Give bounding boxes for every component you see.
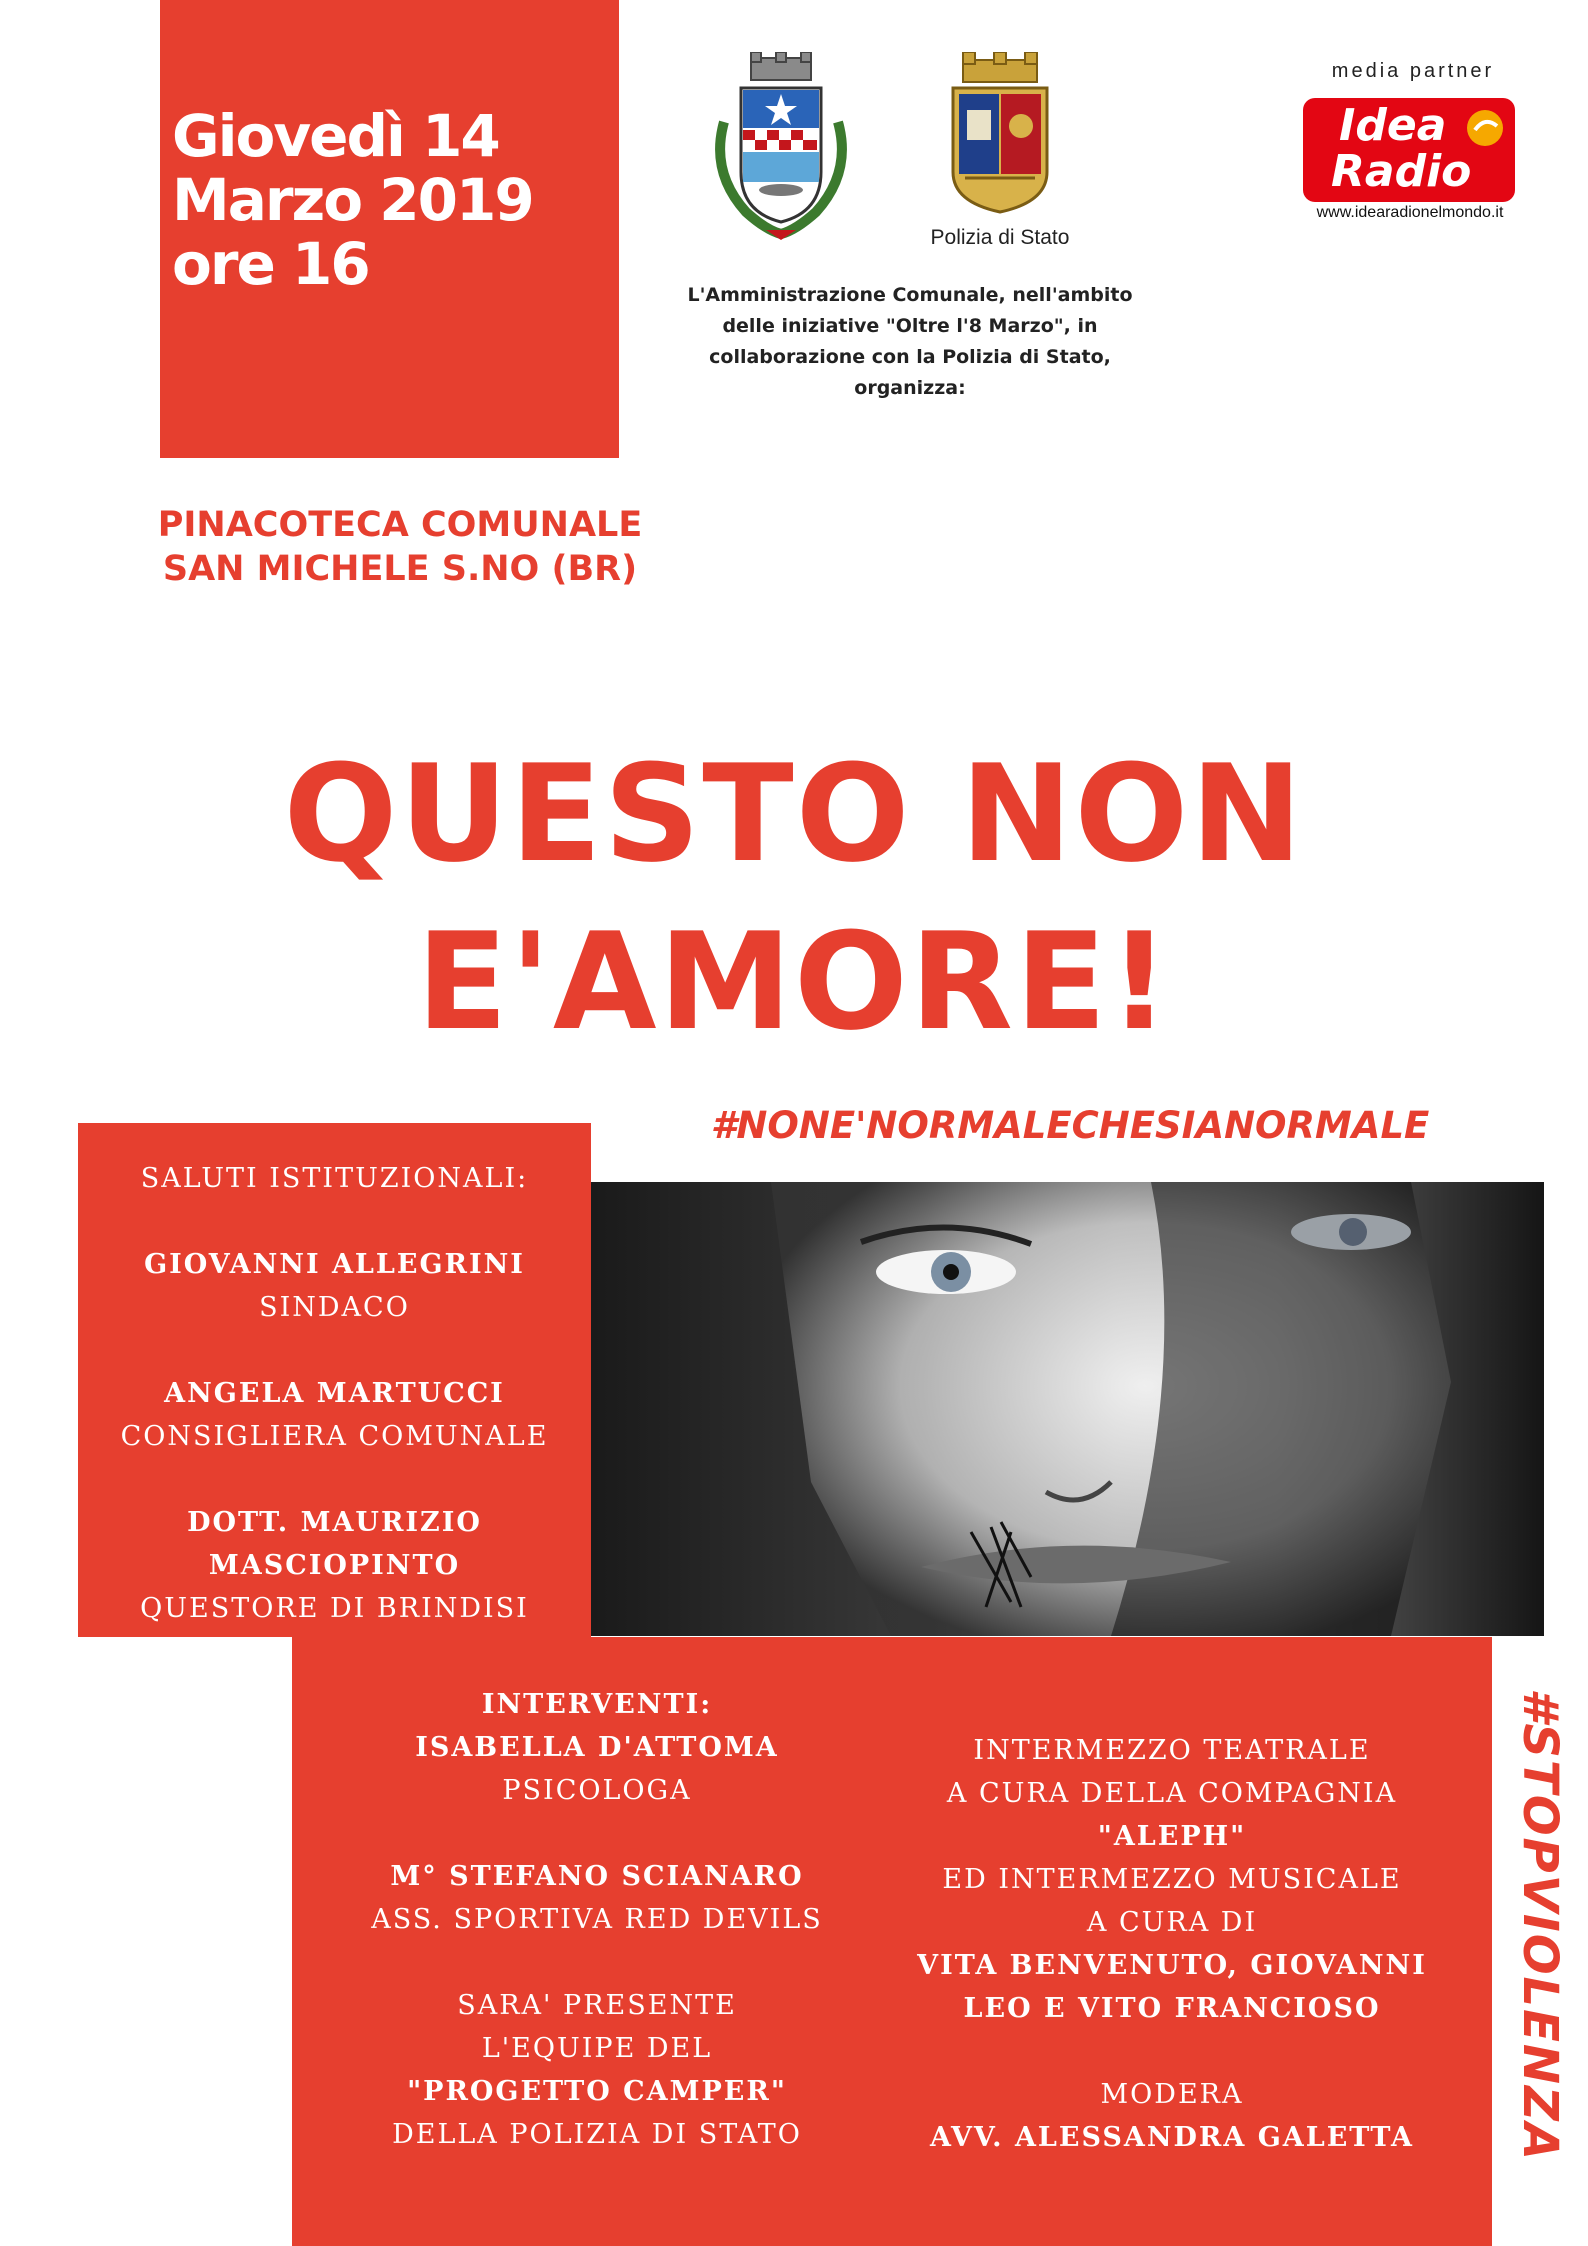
- speaker-role: SINDACO: [259, 1292, 410, 1323]
- intro-line: delle iniziative "Oltre l'8 Marzo", in: [722, 315, 1098, 337]
- intermezzo-line: "ALEPH": [1097, 1821, 1247, 1852]
- interventi-block: [292, 1637, 1492, 2246]
- intermezzo-line: A CURA DELLA COMPAGNIA: [946, 1778, 1398, 1809]
- presente-line: L'EQUIPE DEL: [481, 2033, 713, 2064]
- speaker-name: DOTT. MAURIZIO: [187, 1507, 482, 1538]
- date-block: [160, 0, 619, 458]
- hashtag-side-panel: [1492, 1637, 1588, 2246]
- presente-line: SARA' PRESENTE: [457, 1990, 737, 2021]
- moderator-name: AVV. ALESSANDRA GALETTA: [930, 2122, 1414, 2153]
- saluti-heading: SALUTI ISTITUZIONALI:: [140, 1163, 529, 1194]
- media-partner-label: media partner: [1331, 60, 1495, 82]
- speaker-name: M° STEFANO SCIANARO: [390, 1861, 804, 1892]
- venue-line-2: SAN MICHELE S.NO (BR): [162, 549, 638, 589]
- interventi-heading: INTERVENTI:: [481, 1689, 713, 1720]
- intermezzo-line: ED INTERMEZZO MUSICALE: [942, 1864, 1402, 1895]
- municipal-crest-icon: [706, 52, 856, 242]
- speaker-name: MASCIOPINTO: [208, 1550, 461, 1581]
- presente-line: "PROGETTO CAMPER": [407, 2076, 787, 2107]
- speaker-role: ASS. SPORTIVA RED DEVILS: [371, 1904, 823, 1935]
- venue: [100, 503, 700, 591]
- venue-line-1: PINACOTECA COMUNALE: [157, 505, 643, 545]
- intermezzo-line: INTERMEZZO TEATRALE: [973, 1735, 1371, 1766]
- logo-text-radio: Radio: [1331, 146, 1472, 197]
- speaker-role: CONSIGLIERA COMUNALE: [120, 1421, 549, 1452]
- event-title: [0, 730, 1588, 1066]
- speaker-name: ANGELA MARTUCCI: [164, 1378, 505, 1409]
- hashtag-main: #NONE'NORMALECHESIANORMALE: [710, 1104, 1430, 1147]
- polizia-emblem-icon: [945, 52, 1055, 217]
- media-partner-url: www.idearadionelmondo.it: [1316, 204, 1504, 221]
- title-line-2: E'AMORE!: [416, 904, 1172, 1060]
- intro-line: collaborazione con la Polizia di Stato,: [709, 346, 1111, 368]
- woman-face-photo: [591, 1182, 1544, 1636]
- intro-text: [630, 280, 1190, 404]
- date-line-month: Marzo 2019: [172, 166, 533, 234]
- intro-line: L'Amministrazione Comunale, nell'ambito: [687, 284, 1133, 306]
- date-line-day: Giovedì 14: [172, 102, 499, 170]
- speaker-name: GIOVANNI ALLEGRINI: [144, 1249, 525, 1280]
- speaker-role: QUESTORE DI BRINDISI: [140, 1593, 529, 1624]
- intro-line: organizza:: [854, 377, 966, 399]
- hashtag-side: #STOPVIOLENZA: [1512, 1687, 1568, 2163]
- moderator-label: MODERA: [1100, 2079, 1244, 2110]
- radio-signal-icon: [1463, 106, 1507, 150]
- idea-radio-logo: [1303, 98, 1515, 202]
- speaker-role: PSICOLOGA: [502, 1775, 692, 1806]
- interventi-column: [292, 1683, 902, 2156]
- presente-line: DELLA POLIZIA DI STATO: [392, 2119, 802, 2150]
- speaker-name: ISABELLA D'ATTOMA: [415, 1732, 779, 1763]
- title-line-1: QUESTO NON: [283, 736, 1305, 892]
- saluti-block: [78, 1123, 591, 1637]
- intermezzo-line: LEO E VITO FRANCIOSO: [963, 1993, 1381, 2024]
- intermezzo-column: [882, 1729, 1462, 2159]
- logo-text-idea: Idea: [1339, 100, 1447, 151]
- date-line-time: ore 16: [172, 230, 369, 298]
- intermezzo-line: A CURA DI: [1086, 1907, 1258, 1938]
- polizia-label: Polizia di Stato: [930, 226, 1070, 249]
- intermezzo-line: VITA BENVENUTO, GIOVANNI: [917, 1950, 1427, 1981]
